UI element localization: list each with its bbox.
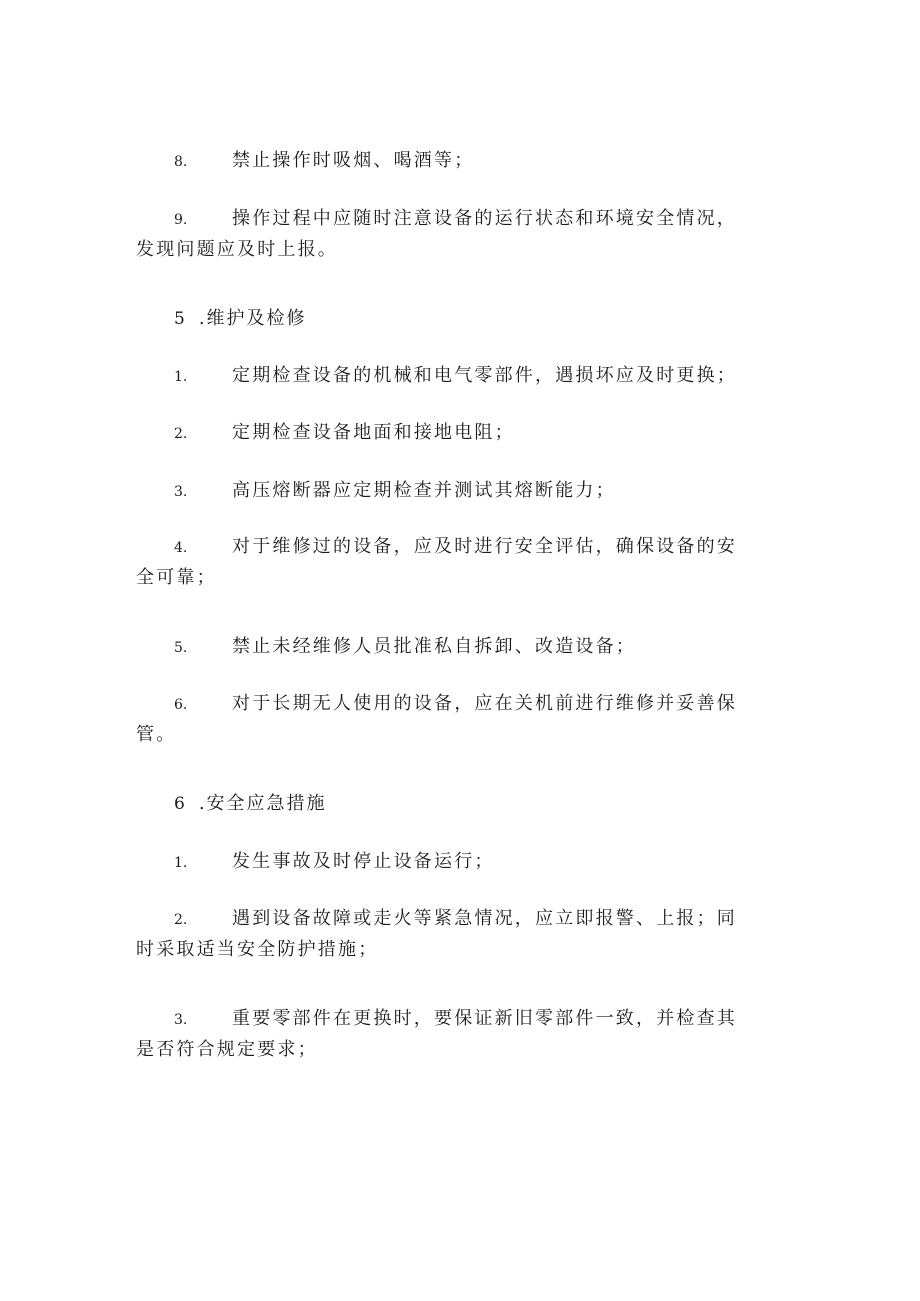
item-number: 6. <box>174 697 188 713</box>
item-text: 对于维修过的设备，应及时进行安全评估，确保设备的安全可靠； <box>136 536 737 588</box>
item-text: 对于长期无人使用的设备，应在关机前进行维修并妥善保管。 <box>136 693 737 745</box>
item-text: 定期检查设备地面和接地电阻； <box>232 422 515 443</box>
section-number: 5 <box>174 309 185 329</box>
item-number: 2. <box>174 912 188 928</box>
item-number: 8. <box>174 154 188 170</box>
item-number: 4. <box>174 540 188 556</box>
item-text: 发生事故及时停止设备运行； <box>232 851 495 872</box>
list-item <box>136 146 744 177</box>
list-item <box>136 204 744 264</box>
item-text: 遇到设备故障或走火等紧急情况，应立即报警、上报；同时采取适当安全防护措施； <box>136 908 737 960</box>
item-text: 重要零部件在更换时，要保证新旧零部件一致，并检查其是否符合规定要求； <box>136 1008 737 1060</box>
section-title: .维护及检修 <box>198 308 307 329</box>
item-number: 9. <box>174 212 188 228</box>
item-number: 3. <box>174 1012 188 1028</box>
item-text: 定期检查设备的机械和电气零部件，遇损坏应及时更换； <box>232 365 737 386</box>
item-number: 3. <box>174 484 188 500</box>
list-item <box>136 361 744 392</box>
section-title: .安全应急措施 <box>198 793 327 814</box>
item-number: 5. <box>174 640 188 656</box>
item-number: 2. <box>174 426 188 442</box>
list-item <box>136 1004 744 1064</box>
item-text: 禁止未经维修人员批准私自拆卸、改造设备； <box>232 636 636 657</box>
list-item <box>136 689 744 749</box>
list-item <box>136 532 744 592</box>
list-item <box>136 904 744 964</box>
section-heading <box>174 789 327 819</box>
list-item <box>136 847 744 878</box>
section-number: 6 <box>174 794 185 814</box>
list-item <box>136 476 744 507</box>
item-text: 操作过程中应随时注意设备的运行状态和环境安全情况，发现问题应及时上报。 <box>136 208 737 260</box>
list-item <box>136 632 744 663</box>
item-number: 1. <box>174 855 188 871</box>
item-text: 禁止操作时吸烟、喝酒等； <box>232 150 475 171</box>
item-number: 1. <box>174 369 188 385</box>
list-item <box>136 418 744 449</box>
item-text: 高压熔断器应定期检查并测试其熔断能力； <box>232 480 616 501</box>
section-heading <box>174 304 307 334</box>
